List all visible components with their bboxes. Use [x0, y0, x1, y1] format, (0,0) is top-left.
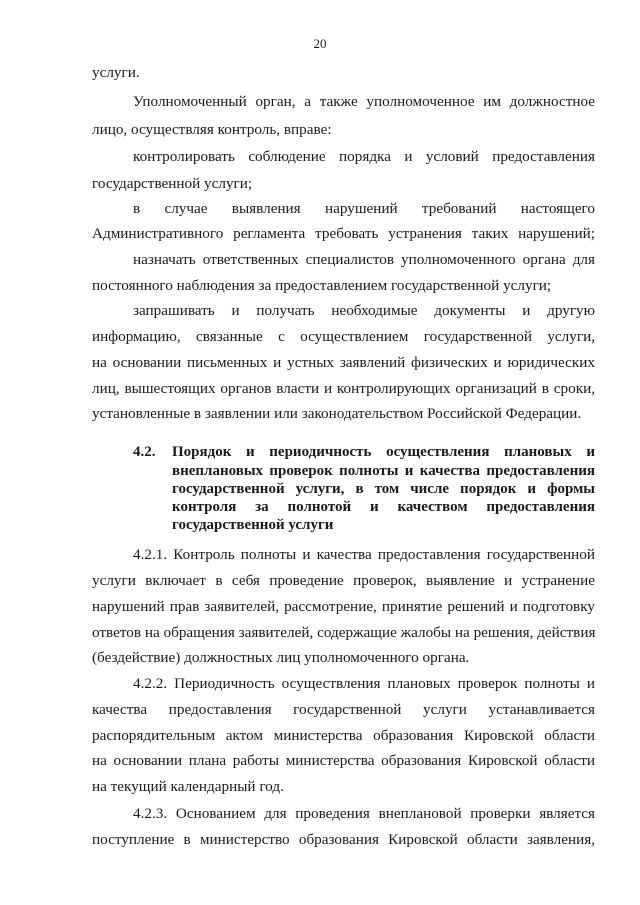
text-line: государственной услуги; — [92, 175, 253, 192]
text-line: лицо, осуществляя контроль, вправе: — [92, 121, 332, 138]
text-line: ответов на обращения заявителей, содержащие жалобы на решения, действия — [92, 624, 596, 641]
text-line: лиц, вышестоящих органов власти и контролирующих организаций в сроки, — [92, 380, 595, 397]
section-heading-line: государственной услуги — [172, 517, 334, 533]
text-line: качества предоставления государственной услуги устанавливается — [92, 701, 595, 718]
text-line: услуги. — [92, 64, 140, 81]
section-number: 4.2. — [133, 444, 156, 460]
section-heading-line: государственной услуги, в том числе порядок и формы — [172, 481, 595, 497]
text-line: на основании письменных и устных заявлений физических и юридических — [92, 354, 595, 371]
text-line: Административного регламента требовать устранения таких нарушений; — [92, 225, 595, 242]
page-number: 20 — [313, 36, 327, 51]
text-line: на текущий календарный год. — [92, 778, 284, 795]
text-line: поступление в министерство образования Кировской области заявления, — [92, 831, 595, 848]
text-line: на основании плана работы министерства образования Кировской области — [92, 752, 595, 769]
paragraph-first-line: 4.2.3. Основанием для проведения внеплановой проверки является — [133, 805, 595, 822]
text-line: постоянного наблюдения за предоставлением государственной услуги; — [92, 277, 552, 294]
text-line: (бездействие) должностных лиц уполномоченного органа. — [92, 649, 470, 666]
section-heading-line: Порядок и периодичность осуществления плановых и — [172, 444, 595, 460]
text-line: информацию, связанные с осуществлением государственной услуги, — [92, 328, 595, 345]
paragraph-first-line: Уполномоченный орган, а также уполномоченное им должностное — [133, 93, 595, 110]
paragraph-first-line: назначать ответственных специалистов уполномоченного органа для — [133, 251, 595, 268]
text-line: распорядительным актом министерства образования Кировской области — [92, 727, 595, 744]
text-line: установленные в заявлении или законодательством Российской Федерации. — [92, 405, 582, 422]
paragraph-first-line: контролировать соблюдение порядка и условий предоставления — [133, 148, 595, 165]
text-line: нарушений прав заявителей, рассмотрение, принятие решений и подготовку — [92, 598, 595, 615]
paragraph-first-line: 4.2.2. Периодичность осуществления плановых проверок полноты и — [133, 675, 595, 692]
paragraph-first-line: в случае выявления нарушений требований настоящего — [133, 200, 595, 217]
section-heading-line: контроля за полнотой и качеством предоставления — [172, 499, 595, 515]
paragraph-first-line: запрашивать и получать необходимые документы и другую — [133, 302, 595, 319]
text-line: услуги включает в себя проведение проверок, выявление и устранение — [92, 572, 595, 589]
section-heading-line: внеплановых проверок полноты и качества предоставления — [172, 463, 595, 479]
paragraph-first-line: 4.2.1. Контроль полноты и качества предоставления государственной — [133, 546, 595, 563]
